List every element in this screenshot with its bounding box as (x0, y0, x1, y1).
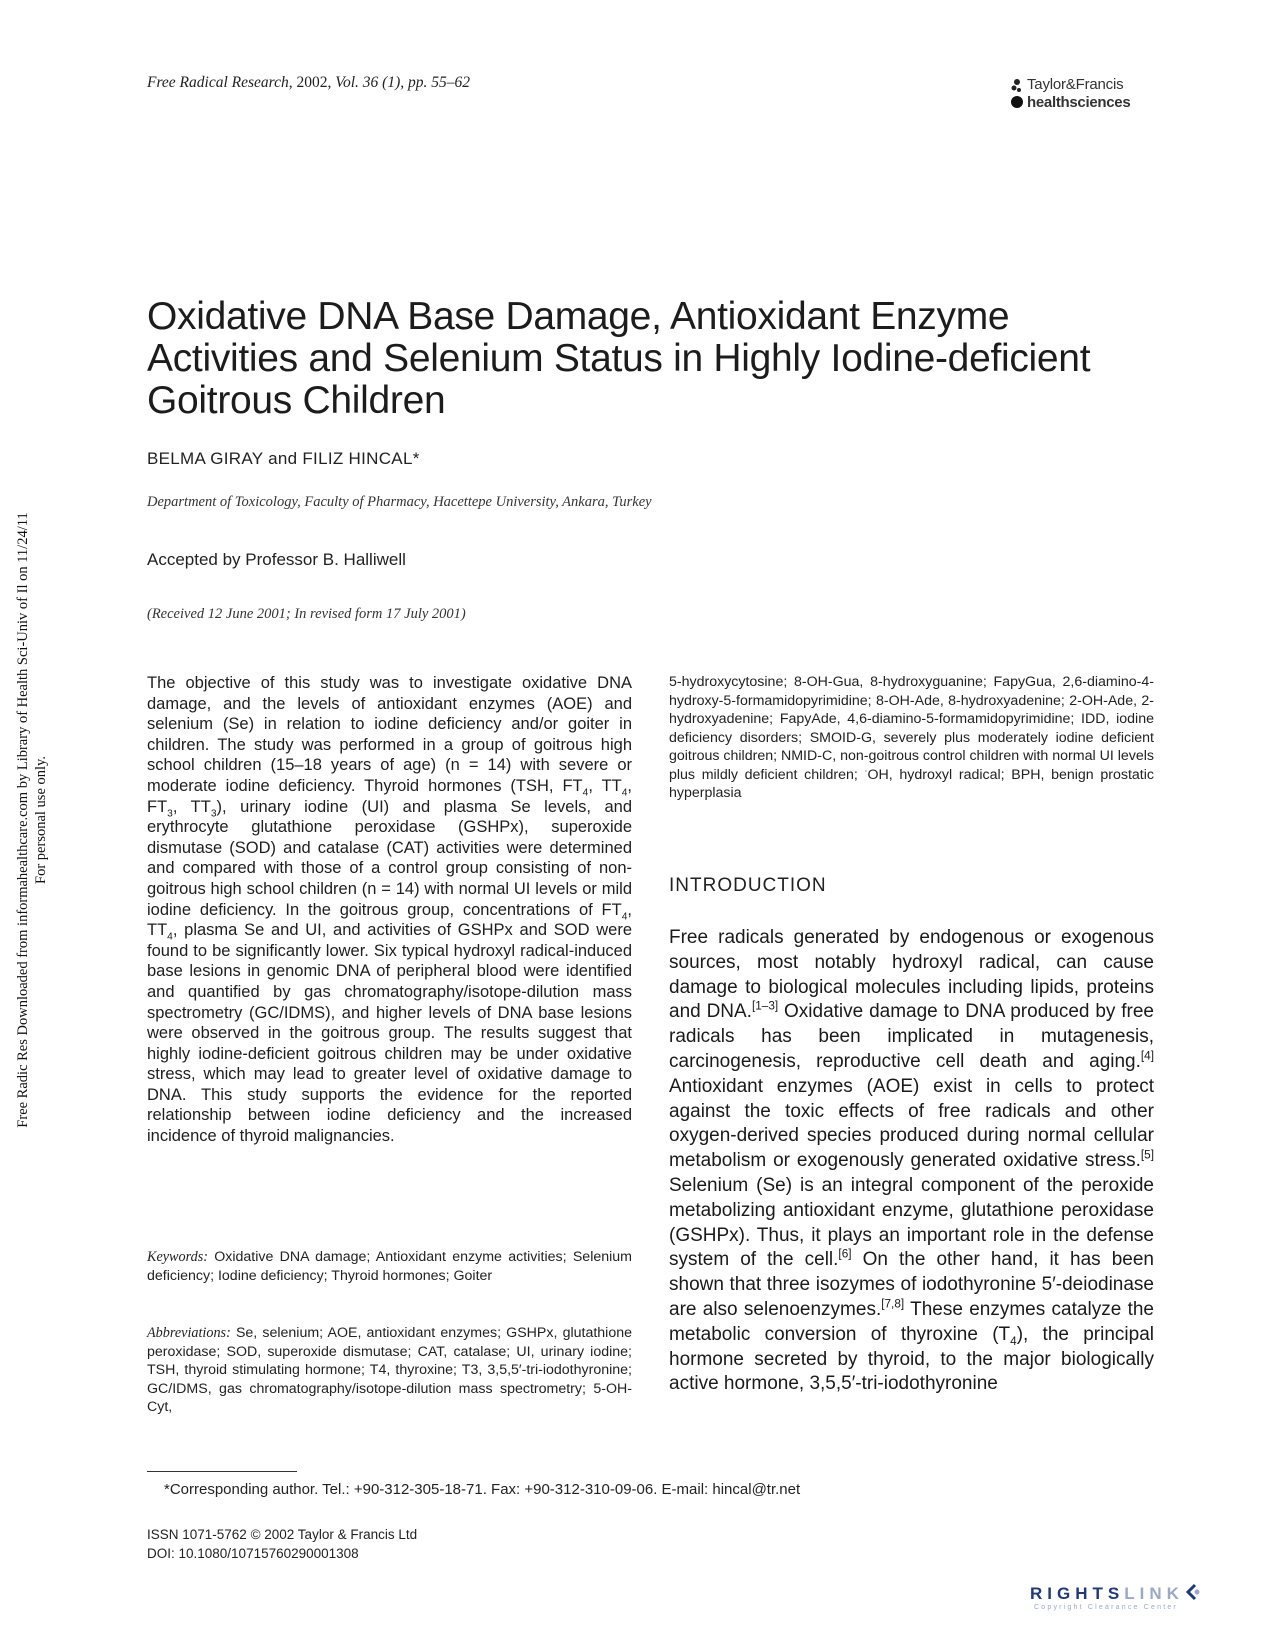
abstract-text: , plasma Se and UI, and activities of GSHPx and SOD were found to be significantly lower. Six typical hydroxyl radical-induced base lesions in genomic DNA of peripheral blood were identified and quantified by gas chromatography/isotope-dilution mass spectrometry (GC/IDMS), and higher levels of DNA base lesions were observed in the goitrous group. The results suggest that highly iodine-deficient goitrous children may be under oxidative stress, which may lead to greater level of oxidative damage to DNA. This study supports the evidence for the reported relationship between iodine deficiency and the increased incidence of thyroid malignancies. (147, 921, 632, 1146)
issn-block (147, 1525, 417, 1563)
section-heading: INTRODUCTION (669, 875, 827, 896)
intro-text: Free radicals generated by endogenous or exogenous sources, most notably hydroxyl radical, can cause damage to biological molecules including lipids, proteins and DNA. (669, 927, 1154, 1023)
subscript: 4 (582, 787, 589, 799)
doi[interactable]: DOI: 10.1080/10715760290001308 (147, 1546, 359, 1561)
abbreviations-continued (669, 673, 1154, 803)
abstract-n: (n = 14) (445, 756, 512, 775)
subscript: 3 (210, 807, 217, 819)
citation-ref[interactable]: [1–3] (751, 1000, 779, 1014)
abbreviations-text: OH, hydroxyl radical; BPH, benign prostatic hyperplasia (669, 766, 1154, 801)
abstract-text: with normal UI levels or mild iodine deficiency. In the goitrous group, concentrations of FT (147, 879, 633, 919)
rightslink-tagline: Copyright Clearance Center (1034, 1604, 1178, 1611)
intro-text: ), the principal hormone secreted by thyroid, to the major biologically active hormone, 3,5,5′-tri-iodothyronine (669, 1323, 1154, 1395)
received-dates: (Received 12 June 2001; In revised form 17 July 2001) (147, 606, 466, 622)
download-notice (14, 460, 50, 1180)
abstract-n: (n = 14) (361, 879, 420, 898)
download-sidebar (0, 0, 60, 1200)
radical-dot: · (864, 764, 868, 775)
footnote-rule (147, 1471, 297, 1472)
subscript: 4 (621, 787, 628, 799)
abstract-text: with severe or moderate iodine deficiency. Thyroid hormones (TSH, FT (147, 756, 632, 795)
rightslink-wordmark (1030, 1582, 1202, 1604)
subscript: 4 (167, 931, 173, 943)
citation-ref[interactable]: [7,8] (881, 1297, 905, 1311)
keywords (147, 1248, 632, 1285)
intro-text: On the other hand, it has been shown that three isozymes of iodothyronine 5′-deiodinase are also selenoenzymes. (669, 1249, 1154, 1320)
abstract-text: , TT (147, 900, 632, 940)
citation-ref[interactable]: [6] (838, 1248, 852, 1262)
citation-ref[interactable]: [5] (1140, 1148, 1154, 1162)
publisher-logo (1010, 76, 1160, 116)
introduction-body (669, 926, 1154, 1397)
subscript: 4 (621, 910, 628, 922)
rightslink-logo[interactable] (1030, 1582, 1250, 1622)
journal-name: Free Radical Research (147, 74, 289, 91)
subscript: 3 (167, 807, 173, 819)
rightslink-dark: RIGHTS (1030, 1584, 1125, 1603)
rightslink-chevron-icon (1182, 1582, 1202, 1602)
intro-text: Oxidative damage to DNA produced by free radicals has been implicated in mutagenesis, carcinogenesis, reproductive cell death and aging. (669, 1001, 1155, 1072)
abbreviations-text: Se, selenium; AOE, antioxidant enzymes; GSHPx, glutathione peroxidase; SOD, superoxide dismutase; CAT, catalase; UI, urinary iodine; TSH, thyroid stimulating hormone; T4, thyroxine; T3, 3,5,5′-tri-iodothyronine; GC/IDMS, gas chromatography/isotope-dilution mass spectrometry; 5-OH-Cyt, (147, 1325, 632, 1415)
title-line: Goitrous Children (147, 379, 446, 422)
abstract (147, 673, 632, 1147)
affiliation: Department of Toxicology, Faculty of Pharmacy, Hacettepe University, Ankara, Turkey (147, 494, 652, 510)
journal-volume: Vol. 36 (1), pp. 55–62 (335, 74, 471, 91)
keywords-text: Oxidative DNA damage; Antioxidant enzyme activities; Selenium deficiency; Iodine deficiency; Thyroid hormones; Goiter (147, 1249, 632, 1284)
journal-citation (147, 74, 470, 92)
intro-text: These enzymes catalyze the metabolic conversion of thyroxine (T (669, 1298, 1154, 1345)
abstract-text: , TT (172, 797, 211, 816)
abstract-text: , FT (147, 776, 633, 816)
keywords-label: Keywords: (147, 1249, 208, 1265)
corresponding-author-footnote: *Corresponding author. Tel.: +90-312-305-18-71. Fax: +90-312-310-09-06. E-mail: hincal@tr.net (164, 1481, 801, 1498)
publisher-logo-icon (1010, 78, 1024, 112)
publisher-name-line2: healthsciences (1027, 94, 1131, 111)
citation-ref[interactable]: [4] (1140, 1049, 1154, 1063)
abstract-text: ), urinary iodine (UI) and plasma Se levels, and erythrocyte glutathione peroxidase (GSHPx), superoxide dismutase (SOD) and catalase (CAT) activities were determined and compared with those of a control group consisting of non-goitrous high school children (147, 797, 633, 898)
abstract-text: The objective of this study was to investigate oxidative DNA damage, and the levels of antioxidant enzymes (AOE) and selenium (Se) in relation to iodine deficiency and/or goiter in children. The study was performed in a group of goitrous high school children (15–18 years of age) (147, 674, 632, 775)
download-notice-line1: Free Radic Res Downloaded from informahealthcare.com by Library of Health Sci-Univ of Il on 11/24/11 (15, 512, 31, 1128)
publisher-name-line1: Taylor&Francis (1027, 76, 1124, 93)
authors: BELMA GIRAY and FILIZ HINCAL* (147, 449, 420, 468)
abbreviations-label: Abbreviations: (147, 1325, 231, 1341)
abstract-text: , TT (588, 776, 622, 795)
abbreviations-text: 5-hydroxycytosine; 8-OH-Gua, 8-hydroxyguanine; FapyGua, 2,6-diamino-4-hydroxy-5-formamidopyrimidine; 8-OH-Ade, 8-hydroxyadenine; 2-OH-Ade, 2-hydroxyadenine; FapyAde, 4,6-diamino-5-formamidopyrimidine; IDD, iodine deficiency disorders; SMOID-G, severely plus moderately iodine deficient goitrous children; NMID-C, non-goitrous control children with normal UI levels plus mildly deficient children; (669, 674, 1154, 783)
issn: ISSN 1071-5762 © 2002 Taylor & Francis Ltd (147, 1527, 418, 1542)
intro-text: Selenium (Se) is an integral component of the peroxide metabolizing antioxidant enzyme, glutathione peroxidase (GSHPx). Thus, it plays an important role in the defense system of the cell. (669, 1174, 1154, 1271)
journal-year: , 2002, (288, 74, 336, 91)
rightslink-light: LINK (1124, 1584, 1184, 1603)
title-line: Activities and Selenium Status in Highly Iodine-deficient (147, 337, 1091, 380)
abbreviations (147, 1324, 632, 1417)
intro-text: Antioxidant enzymes (AOE) exist in cells to protect against the toxic effects of free radicals and other oxygen-derived species produced during normal cellular metabolism or exogenously generated oxidative stress. (669, 1075, 1154, 1172)
article-title (147, 296, 1127, 422)
subscript: 4 (1010, 1334, 1017, 1348)
title-line: Oxidative DNA Base Damage, Antioxidant Enzyme (147, 295, 1010, 338)
accepted-by: Accepted by Professor B. Halliwell (147, 550, 406, 569)
download-notice-line2: For personal use only. (33, 756, 49, 884)
